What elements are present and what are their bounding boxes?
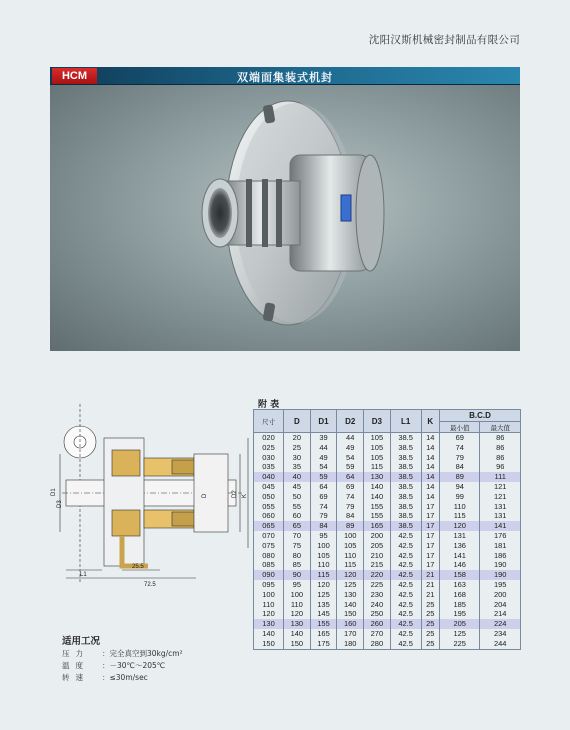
table-cell: 38.5 [390,492,421,502]
table-cell: 94 [440,482,480,492]
header-size: 尺寸 [254,410,284,433]
table-cell: 120 [284,609,311,619]
table-cell: 163 [440,580,480,590]
table-row [254,609,521,619]
table-cell: 135 [310,600,337,610]
conditions-title: 适用工况 [62,636,101,647]
table-cell: 42.5 [390,590,421,600]
table-row [254,531,521,541]
table-row [254,492,521,502]
table-cell: 150 [284,639,311,649]
table-cell: 35 [284,462,311,472]
table-cell: 185 [440,600,480,610]
table-cell: 25 [421,629,439,639]
table-cell: 14 [421,462,439,472]
table-cell: 120 [254,609,284,619]
table-cell: 44 [337,433,364,443]
table-cell: 25 [284,443,311,453]
header-bcd-max: 最大值 [480,422,521,433]
table-cell: 96 [480,462,521,472]
table-cell: 49 [337,443,364,453]
table-cell: 42.5 [390,609,421,619]
table-cell: 225 [364,580,391,590]
table-cell: 38.5 [390,502,421,512]
table-cell: 38.5 [390,453,421,463]
condition-row [62,648,183,660]
table-cell: 165 [310,629,337,639]
condition-value: ：－30℃～205℃ [102,661,166,670]
condition-value: ：完全真空到30kg/cm² [102,649,183,658]
label-d1: D1 [51,488,57,496]
table-cell: 38.5 [390,472,421,482]
table-cell: 105 [364,433,391,443]
condition-label: 温度 [62,661,89,670]
table-cell: 105 [364,443,391,453]
table-cell: 140 [337,600,364,610]
conditions-list [62,648,183,684]
table-cell: 80 [284,551,311,561]
table-row [254,580,521,590]
table-cell: 75 [284,541,311,551]
table-cell: 38.5 [390,433,421,443]
table-cell: 42.5 [390,541,421,551]
table-row [254,639,521,649]
table-cell: 17 [421,502,439,512]
table-cell: 131 [480,502,521,512]
table-cell: 110 [254,600,284,610]
table-cell: 175 [310,639,337,649]
condition-label: 转速 [62,673,89,682]
header-d2: D2 [337,410,364,433]
table-cell: 120 [310,580,337,590]
table-cell: 145 [310,609,337,619]
table-cell: 25 [421,609,439,619]
table-cell: 14 [421,472,439,482]
table-cell: 14 [421,453,439,463]
label-d3: D3 [57,500,63,508]
table-cell: 59 [310,472,337,482]
label-k: K [242,493,248,498]
table-cell: 225 [440,639,480,649]
table-cell: 180 [337,639,364,649]
product-photo [50,85,520,351]
table-cell: 79 [337,502,364,512]
condition-value: ：≤30m/sec [102,673,148,682]
table-cell: 17 [421,541,439,551]
table-cell: 140 [254,629,284,639]
table-cell: 74 [310,502,337,512]
table-cell: 141 [480,521,521,531]
table-cell: 21 [421,590,439,600]
title-bar [50,67,520,85]
label-l1: L1 [80,572,87,578]
table-cell: 17 [421,521,439,531]
table-cell: 74 [440,443,480,453]
table-cell: 141 [440,551,480,561]
table-cell: 214 [480,609,521,619]
table-cell: 155 [364,511,391,521]
model-badge: HCM [52,68,97,84]
condition-row [62,660,183,672]
table-cell: 39 [310,433,337,443]
table-cell: 140 [364,492,391,502]
table-cell: 89 [337,521,364,531]
header-l1: L1 [390,410,421,433]
table-cell: 105 [364,453,391,463]
table-cell: 14 [421,492,439,502]
table-cell: 86 [480,433,521,443]
table-cell: 64 [310,482,337,492]
table-cell: 100 [284,590,311,600]
table-cell: 59 [337,462,364,472]
company-name: 沈阳汉斯机械密封制品有限公司 [368,34,520,46]
header-d3: D3 [364,410,391,433]
table-cell: 095 [254,580,284,590]
table-row [254,511,521,521]
table-cell: 105 [310,551,337,561]
table-cell: 20 [284,433,311,443]
table-cell: 240 [364,600,391,610]
table-cell: 17 [421,511,439,521]
table-cell: 155 [310,619,337,629]
table-cell: 110 [284,600,311,610]
table-cell: 79 [310,511,337,521]
table-cell: 121 [480,482,521,492]
table-cell: 14 [421,443,439,453]
table-cell: 220 [364,570,391,580]
table-cell: 200 [480,590,521,600]
table-cell: 105 [337,541,364,551]
table-cell: 085 [254,560,284,570]
dimension-table [253,409,521,650]
table-cell: 14 [421,433,439,443]
table-cell: 176 [480,531,521,541]
table-cell: 030 [254,453,284,463]
label-dim-25: 25.5 [132,564,144,570]
table-cell: 79 [440,453,480,463]
table-row [254,570,521,580]
table-title: 附 表 [258,400,280,410]
table-cell: 38.5 [390,521,421,531]
table-cell: 99 [440,492,480,502]
table-cell: 155 [364,502,391,512]
table-cell: 260 [364,619,391,629]
table-row [254,551,521,561]
table-cell: 45 [284,482,311,492]
table-row [254,590,521,600]
header-bcd-min: 最小值 [440,422,480,433]
table-cell: 49 [310,453,337,463]
table-cell: 115 [364,462,391,472]
table-cell: 95 [310,531,337,541]
table-cell: 84 [440,462,480,472]
table-row [254,462,521,472]
table-cell: 14 [421,482,439,492]
table-cell: 60 [284,511,311,521]
table-cell: 85 [284,560,311,570]
table-row [254,433,521,443]
table-cell: 045 [254,482,284,492]
table-cell: 54 [337,453,364,463]
table-cell: 38.5 [390,482,421,492]
table-cell: 158 [440,570,480,580]
table-cell: 190 [480,560,521,570]
table-cell: 150 [337,609,364,619]
table-cell: 84 [310,521,337,531]
table-cell: 160 [337,619,364,629]
table-cell: 25 [421,619,439,629]
table-cell: 250 [364,609,391,619]
table-cell: 070 [254,531,284,541]
table-cell: 50 [284,492,311,502]
table-cell: 100 [337,531,364,541]
table-row [254,600,521,610]
table-cell: 42.5 [390,531,421,541]
table-cell: 54 [310,462,337,472]
condition-label: 压力 [62,649,89,658]
table-cell: 130 [254,619,284,629]
table-cell: 120 [440,521,480,531]
table-cell: 168 [440,590,480,600]
table-cell: 110 [440,502,480,512]
table-cell: 55 [284,502,311,512]
table-cell: 224 [480,619,521,629]
table-cell: 17 [421,531,439,541]
table-cell: 130 [364,472,391,482]
table-cell: 025 [254,443,284,453]
table-cell: 055 [254,502,284,512]
table-cell: 131 [480,511,521,521]
table-cell: 230 [364,590,391,600]
table-cell: 130 [284,619,311,629]
table-cell: 125 [310,590,337,600]
table-row [254,443,521,453]
table-cell: 146 [440,560,480,570]
table-row [254,619,521,629]
table-cell: 215 [364,560,391,570]
table-cell: 075 [254,541,284,551]
table-cell: 115 [337,560,364,570]
table-cell: 17 [421,551,439,561]
table-cell: 035 [254,462,284,472]
table-cell: 115 [310,570,337,580]
table-cell: 244 [480,639,521,649]
table-cell: 210 [364,551,391,561]
header-bcd: B.C.D [440,410,521,422]
table-cell: 90 [284,570,311,580]
table-cell: 42.5 [390,619,421,629]
table-cell: 42.5 [390,570,421,580]
table-cell: 42.5 [390,551,421,561]
table-cell: 65 [284,521,311,531]
table-cell: 42.5 [390,639,421,649]
label-dim-72: 72.5 [144,582,156,588]
condition-row [62,672,183,684]
table-cell: 280 [364,639,391,649]
table-cell: 080 [254,551,284,561]
table-cell: 140 [364,482,391,492]
table-cell: 130 [337,590,364,600]
table-cell: 25 [421,600,439,610]
table-cell: 44 [310,443,337,453]
table-cell: 21 [421,580,439,590]
table-cell: 30 [284,453,311,463]
table-cell: 040 [254,472,284,482]
table-row [254,629,521,639]
table-cell: 181 [480,541,521,551]
table-cell: 270 [364,629,391,639]
table-cell: 95 [284,580,311,590]
table-cell: 21 [421,570,439,580]
table-cell: 42.5 [390,560,421,570]
table-cell: 195 [440,609,480,619]
table-cell: 190 [480,570,521,580]
table-cell: 205 [364,541,391,551]
table-row [254,472,521,482]
table-cell: 140 [284,629,311,639]
table-cell: 70 [284,531,311,541]
table-row [254,502,521,512]
table-row [254,541,521,551]
mechanical-seal-image [50,85,520,351]
table-cell: 065 [254,521,284,531]
table-cell: 121 [480,492,521,502]
table-cell: 100 [310,541,337,551]
table-row [254,482,521,492]
label-d2: D2 [232,490,238,498]
table-cell: 115 [440,511,480,521]
table-cell: 64 [337,472,364,482]
table-cell: 136 [440,541,480,551]
product-title: 双端面集装式机封 [237,71,333,84]
table-cell: 200 [364,531,391,541]
table-cell: 090 [254,570,284,580]
table-cell: 69 [310,492,337,502]
table-cell: 69 [440,433,480,443]
table-cell: 170 [337,629,364,639]
table-cell: 205 [440,619,480,629]
cross-section-drawing [52,398,252,594]
table-cell: 111 [480,472,521,482]
table-cell: 40 [284,472,311,482]
table-cell: 69 [337,482,364,492]
table-cell: 38.5 [390,443,421,453]
table-cell: 38.5 [390,462,421,472]
table-cell: 86 [480,453,521,463]
table-cell: 42.5 [390,629,421,639]
table-cell: 234 [480,629,521,639]
header-k: K [421,410,439,433]
table-cell: 186 [480,551,521,561]
table-row [254,521,521,531]
header-d1: D1 [310,410,337,433]
table-cell: 131 [440,531,480,541]
table-cell: 150 [254,639,284,649]
table-cell: 84 [337,511,364,521]
table-cell: 204 [480,600,521,610]
table-cell: 125 [337,580,364,590]
table-cell: 060 [254,511,284,521]
table-cell: 110 [310,560,337,570]
table-cell: 74 [337,492,364,502]
table-body [254,433,521,650]
table-cell: 050 [254,492,284,502]
table-cell: 89 [440,472,480,482]
table-row [254,453,521,463]
table-cell: 195 [480,580,521,590]
table-cell: 120 [337,570,364,580]
table-cell: 17 [421,560,439,570]
table-cell: 125 [440,629,480,639]
table-cell: 42.5 [390,600,421,610]
table-cell: 020 [254,433,284,443]
table-cell: 38.5 [390,511,421,521]
table-cell: 25 [421,639,439,649]
table-cell: 42.5 [390,580,421,590]
label-d: D [202,493,208,498]
table-cell: 165 [364,521,391,531]
header-d: D [284,410,311,433]
table-cell: 100 [254,590,284,600]
table-cell: 86 [480,443,521,453]
table-row [254,560,521,570]
table-cell: 110 [337,551,364,561]
